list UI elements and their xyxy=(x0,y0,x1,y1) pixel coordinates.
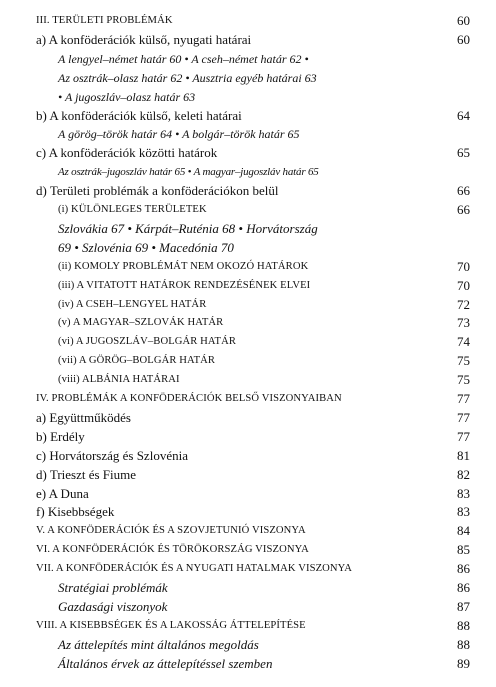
toc-page-number: 73 xyxy=(457,315,470,331)
toc-entry xyxy=(0,655,496,673)
toc-page-number: 70 xyxy=(457,258,470,274)
toc-entry xyxy=(0,636,496,654)
toc-entry xyxy=(0,107,496,125)
toc-entry xyxy=(0,485,496,503)
toc-entry-title: d) Trieszt és Fiume xyxy=(36,466,137,482)
toc-page-number: 77 xyxy=(457,409,470,425)
toc-entry xyxy=(0,466,496,484)
toc-entry-title: V. A KONFÖDERÁCIÓK ÉS A SZOVJETUNIÓ VISZONYA xyxy=(36,525,306,537)
toc-page-number: 82 xyxy=(457,466,470,482)
toc-entry xyxy=(0,50,496,68)
toc-entry xyxy=(0,163,496,181)
toc-page-number: 70 xyxy=(457,277,470,293)
toc-page-number: 72 xyxy=(457,296,470,312)
toc-entry-title: (i) KÜLÖNLEGES TERÜLETEK xyxy=(58,204,207,215)
toc-entry xyxy=(0,617,496,635)
toc-entry-title: Az áttelepítés mint általános megoldás xyxy=(58,636,259,652)
toc-entry xyxy=(0,409,496,427)
toc-entry-title: (v) A MAGYAR–SZLOVÁK HATÁR xyxy=(58,317,224,329)
toc-page-number: 86 xyxy=(457,580,470,595)
toc-entry xyxy=(0,314,496,332)
toc-entry-title: a) Együttműködés xyxy=(36,409,131,425)
toc-entry xyxy=(0,371,496,389)
toc-entry xyxy=(0,201,496,219)
toc-entry xyxy=(0,239,496,257)
toc-entry xyxy=(0,503,496,521)
toc-page-number: 60 xyxy=(457,13,470,28)
toc-entry-title: d) Területi problémák a konföderációkon belül xyxy=(36,183,279,199)
toc-entry-title: • A jugoszláv–olasz határ 63 xyxy=(58,89,196,104)
toc-entry-title: Stratégiai problémák xyxy=(58,580,168,595)
toc-entry-title: f) Kisebbségek xyxy=(36,504,115,520)
toc-page-number: 81 xyxy=(457,447,470,463)
toc-page-number: 74 xyxy=(457,334,470,350)
toc-entry xyxy=(0,352,496,370)
toc-page-number: 65 xyxy=(457,145,470,161)
toc-entry-title: (ii) KOMOLY PROBLÉMÁT NEM OKOZÓ HATÁROK xyxy=(58,260,309,272)
toc-entry xyxy=(0,428,496,446)
toc-entry-title: Gazdasági viszonyok xyxy=(58,598,168,614)
toc-entry xyxy=(0,258,496,276)
toc-entry-title: IV. PROBLÉMÁK A KONFÖDERÁCIÓK BELSŐ VISZONYAIBAN xyxy=(36,393,342,404)
toc-entry-title: Szlovákia 67 • Kárpát–Ruténia 68 • Horvátország xyxy=(58,220,318,236)
toc-entry xyxy=(0,31,496,49)
toc-entry-title: Általános érvek az áttelepítéssel szemben xyxy=(58,655,273,671)
toc-entry xyxy=(0,12,496,30)
toc-entry-title: A lengyel–német határ 60 • A cseh–német határ 62 • xyxy=(58,51,309,66)
toc-page-number: 86 xyxy=(457,561,470,577)
toc-page-number: 84 xyxy=(457,523,470,539)
toc-entry-title: Az osztrák–olasz határ 62 • Ausztria egyéb határai 63 xyxy=(58,70,317,85)
toc-entry-title: e) A Duna xyxy=(36,485,89,501)
toc-entry-title: b) Erdély xyxy=(36,428,85,444)
toc-entry-title: c) A konföderációk közötti határok xyxy=(36,145,218,161)
toc-entry xyxy=(0,560,496,578)
toc-page-number: 66 xyxy=(457,183,470,199)
toc-entry-title: a) A konföderációk külső, nyugati határai xyxy=(36,31,252,47)
toc-entry xyxy=(0,541,496,559)
toc-entry-title: (viii) ALBÁNIA HATÁRAI xyxy=(58,374,180,386)
toc-page-number: 88 xyxy=(457,636,470,652)
toc-entry xyxy=(0,390,496,408)
toc-page-number: 89 xyxy=(457,655,470,671)
toc-entry xyxy=(0,296,496,314)
toc-page-number: 77 xyxy=(457,391,470,406)
toc-entry-title: VII. A KONFÖDERÁCIÓK ÉS A NYUGATI HATALMAK VISZONYA xyxy=(36,563,352,575)
toc-entry-title: III. TERÜLETI PROBLÉMÁK xyxy=(36,15,173,26)
toc-entry-title: c) Horvátország és Szlovénia xyxy=(36,447,188,463)
toc-entry-title: (vi) A JUGOSZLÁV–BOLGÁR HATÁR xyxy=(58,336,236,348)
toc-page-number: 75 xyxy=(457,353,470,369)
toc-entry-title: (vii) A GÖRÖG–BOLGÁR HATÁR xyxy=(58,355,216,367)
toc-entry xyxy=(0,598,496,616)
toc-entry xyxy=(0,220,496,238)
toc-entry-title: b) A konföderációk külső, keleti határai xyxy=(36,107,242,123)
toc-entry-title: Az osztrák–jugoszláv határ 65 • A magyar–jugoszláv határ 65 xyxy=(58,166,319,179)
toc-page-number: 88 xyxy=(457,617,470,633)
toc-page-number: 60 xyxy=(457,31,470,47)
toc-entry xyxy=(0,333,496,351)
toc-entry-title: 69 • Szlovénia 69 • Macedónia 70 xyxy=(58,239,234,255)
toc-entry xyxy=(0,182,496,200)
toc-entry-title: VIII. A KISEBBSÉGEK ÉS A LAKOSSÁG ÁTTELEPÍTÉSE xyxy=(36,619,306,631)
toc-page-number: 66 xyxy=(457,202,470,217)
toc-entry-title: (iv) A CSEH–LENGYEL HATÁR xyxy=(58,298,207,310)
toc-entry xyxy=(0,69,496,87)
toc-page-number: 75 xyxy=(457,372,470,388)
toc-entry xyxy=(0,522,496,540)
toc-entry xyxy=(0,88,496,106)
toc-entry-title: VI. A KONFÖDERÁCIÓK ÉS TÖRÖKORSZÁG VISZONYA xyxy=(36,544,309,556)
toc-entry-title: (iii) A VITATOTT HATÁROK RENDEZÉSÉNEK ELVEI xyxy=(58,279,311,291)
toc-page-number: 87 xyxy=(457,598,470,614)
toc-entry xyxy=(0,277,496,295)
toc-page-number: 83 xyxy=(457,485,470,501)
toc-page-number: 64 xyxy=(457,107,470,123)
toc-entry xyxy=(0,447,496,465)
toc-entry xyxy=(0,579,496,597)
toc-entry xyxy=(0,144,496,162)
toc-entry xyxy=(0,125,496,143)
toc-entry-title: A görög–török határ 64 • A bolgár–török határ 65 xyxy=(58,127,300,142)
toc-page-number: 85 xyxy=(457,542,470,558)
toc-page-number: 77 xyxy=(457,428,470,444)
toc-page-number: 83 xyxy=(457,504,470,520)
